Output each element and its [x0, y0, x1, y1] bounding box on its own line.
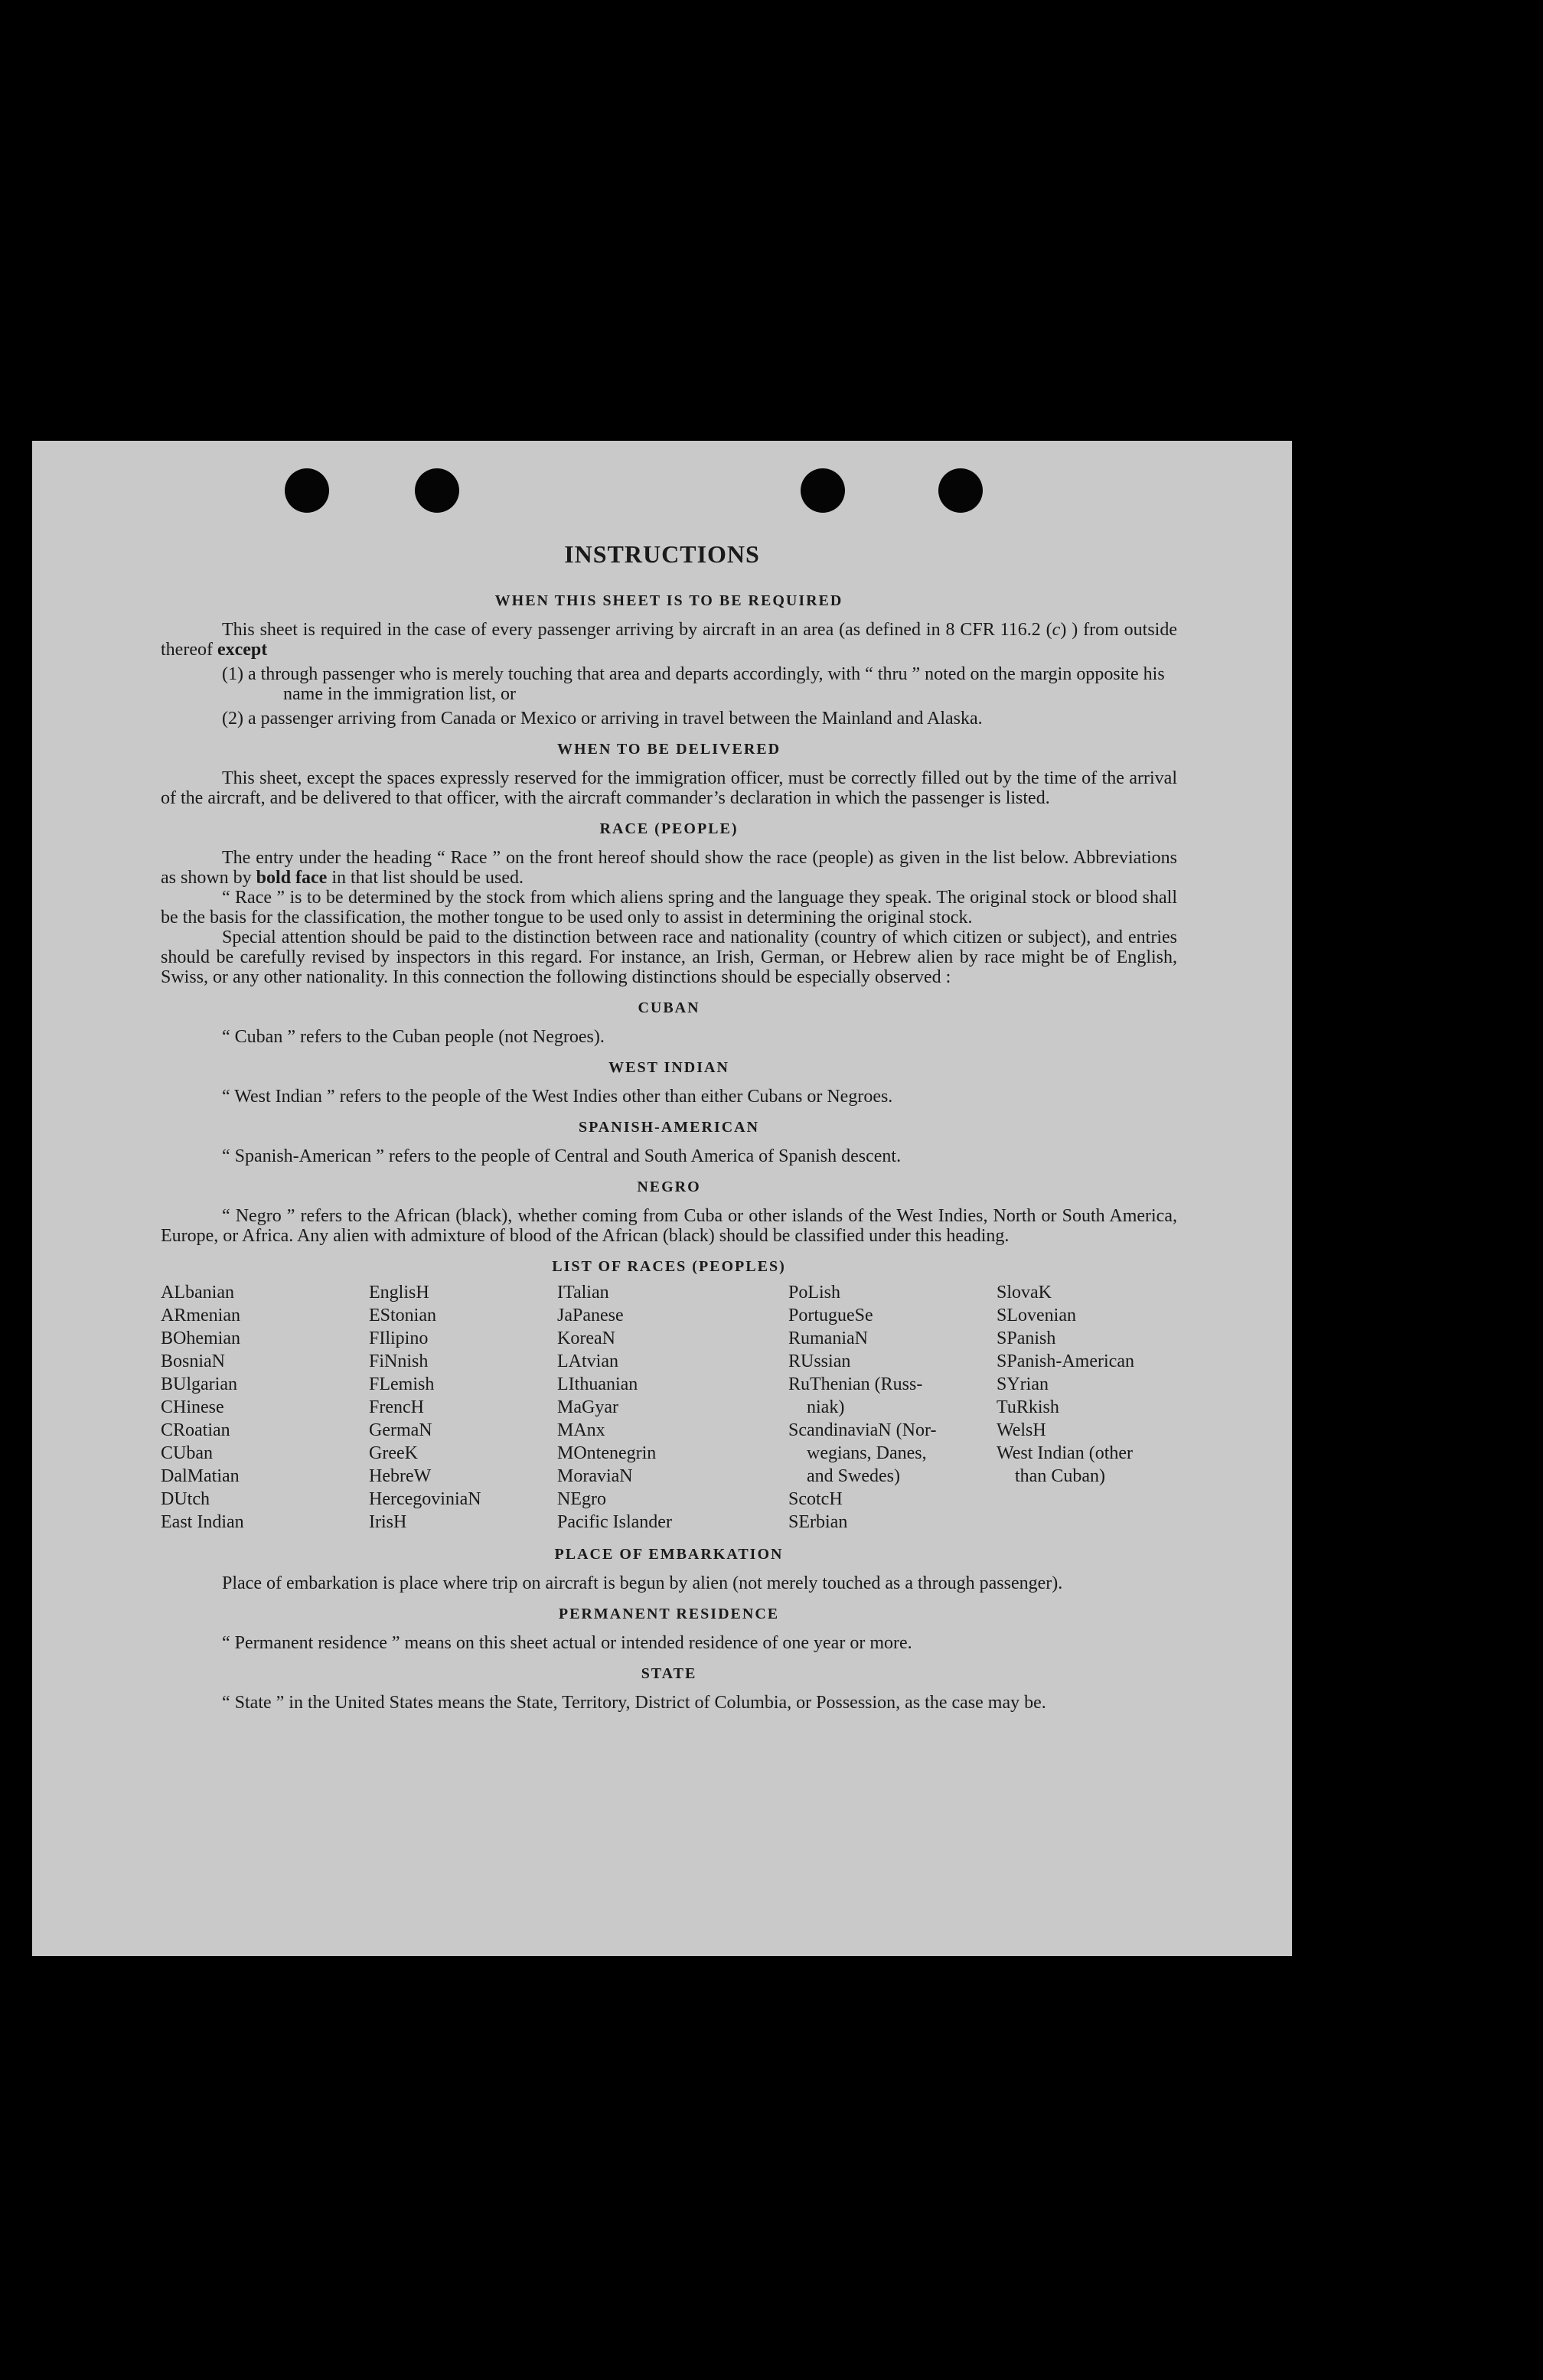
when-delivered-text: This sheet, except the spaces expressly reserved for the immigration officer, must be correctly filled out by the time of the arrival of the aircraft, and be delivered to that officer, with the aircraft commander’s declaration in which the passenger is listed.: [161, 768, 1177, 808]
race-paragraph-2: “ Race ” is to be determined by the stock from which aliens spring and the language they speak. The original stock or blood shall be the basis for the classification, the mother tongue to be used only to assist in determining the original stock.: [161, 888, 1177, 928]
race-column-5: [997, 1281, 1188, 1534]
race-entry: LIthuanian: [557, 1374, 638, 1394]
race-entry: EStonian: [369, 1306, 436, 1325]
race-entry: ALbanian: [161, 1283, 234, 1302]
race-entry: FrencH: [369, 1397, 424, 1417]
race-entry: ITalian: [557, 1283, 609, 1302]
exception-item-2: (2) a passenger arriving from Canada or Mexico or arriving in travel between the Mainland and Alaska.: [222, 709, 983, 729]
race-entry: HebreW: [369, 1466, 432, 1486]
race-entry: MAnx: [557, 1420, 605, 1440]
race-entry: GermaN: [369, 1420, 432, 1440]
race-column-4: [788, 1281, 997, 1534]
race-entry: SErbian: [788, 1512, 848, 1532]
race-paragraph-1: [161, 848, 1177, 888]
heading-when-required: WHEN THIS SHEET IS TO BE REQUIRED: [494, 592, 843, 609]
heading-negro: NEGRO: [637, 1179, 701, 1195]
spanish-american-text: “ Spanish-American ” refers to the people of Central and South America of Spanish descent.: [222, 1146, 902, 1166]
race-entry: DUtch: [161, 1489, 210, 1509]
race-p1-bold: bold face: [256, 868, 328, 888]
residence-text: “ Permanent residence ” means on this sheet actual or intended residence of one year or more.: [222, 1633, 912, 1653]
heading-when-delivered: WHEN TO BE DELIVERED: [556, 741, 781, 758]
race-entry: ScotcH: [788, 1489, 843, 1509]
intro-c: c: [1052, 620, 1061, 640]
instruction-sheet: [32, 441, 1292, 1956]
race-entry: DalMatian: [161, 1466, 240, 1486]
race-paragraph-3: Special attention should be paid to the distinction between race and nationality (country of which citizen or subject), and entries should be carefully revised by inspectors in this regard. For instance, an Irish, German, or Hebrew alien by race might be of English, Swiss, or any other nationality. In this connection the following distinctions should be especially observed :: [161, 928, 1177, 987]
race-entry: WelsH: [997, 1420, 1046, 1440]
intro-except: except: [217, 640, 268, 660]
race-entry: RUssian: [788, 1351, 851, 1371]
race-entry: and Swedes): [807, 1466, 900, 1486]
race-entry: GreeK: [369, 1443, 418, 1463]
race-p1-text-2: in that list should be used.: [327, 868, 524, 888]
race-entry: SLovenian: [997, 1306, 1076, 1325]
intro-text: This sheet is required in the case of every passenger arriving by aircraft in an area (as defined in 8 CFR 116.2 (: [222, 620, 1052, 640]
punch-hole: [801, 468, 845, 513]
race-p1-text: The entry under the heading “ Race ” on the front hereof should show the race (people) as given in the list below. Abbreviations as shown by: [161, 848, 1177, 888]
intro-text-2: ) ) from outside thereof: [161, 620, 1177, 660]
race-entry: TuRkish: [997, 1397, 1059, 1417]
heading-permanent-residence: PERMANENT RESIDENCE: [558, 1606, 780, 1622]
when-required-intro: [161, 620, 1177, 660]
race-entry: JaPanese: [557, 1306, 624, 1325]
instructions-body: [161, 580, 1177, 1713]
race-entry: niak): [807, 1397, 845, 1417]
race-entry: HercegoviniaN: [369, 1489, 481, 1509]
race-entry: Pacific Islander: [557, 1512, 672, 1532]
cuban-text: “ Cuban ” refers to the Cuban people (not Negroes).: [222, 1027, 605, 1047]
race-entry: CUban: [161, 1443, 213, 1463]
race-entry: East Indian: [161, 1512, 244, 1532]
race-entry: BUlgarian: [161, 1374, 237, 1394]
race-entry: RumaniaN: [788, 1329, 868, 1348]
race-entry: SPanish-American: [997, 1351, 1134, 1371]
race-entry: than Cuban): [1015, 1466, 1105, 1486]
race-entry: LAtvian: [557, 1351, 618, 1371]
race-entry: FLemish: [369, 1374, 435, 1394]
heading-cuban: CUBAN: [638, 999, 700, 1016]
heading-west-indian: WEST INDIAN: [608, 1059, 729, 1076]
race-entry: FiNnish: [369, 1351, 429, 1371]
race-entry: ARmenian: [161, 1306, 240, 1325]
exception-item-1: (1) a through passenger who is merely touching that area and departs accordingly, with “ thru ” noted on the margin opposite his name in the immigration list, or: [222, 664, 1165, 704]
race-entry: PoLish: [788, 1283, 841, 1302]
race-entry: wegians, Danes,: [807, 1443, 927, 1463]
race-entry: SlovaK: [997, 1283, 1052, 1302]
embarkation-text: Place of embarkation is place where trip on aircraft is begun by alien (not merely touched as a through passenger).: [222, 1573, 1063, 1593]
heading-state: STATE: [641, 1665, 697, 1682]
race-entry: SYrian: [997, 1374, 1049, 1394]
page-title: INSTRUCTIONS: [564, 540, 760, 568]
heading-embarkation: PLACE OF EMBARKATION: [554, 1546, 784, 1563]
heading-list-of-races: LIST OF RACES (PEOPLES): [552, 1258, 786, 1275]
state-text: “ State ” in the United States means the State, Territory, District of Columbia, or Possession, as the case may be.: [222, 1693, 1046, 1713]
punch-hole: [285, 468, 329, 513]
race-entry: West Indian (other: [997, 1443, 1134, 1463]
heading-race: RACE (PEOPLE): [599, 820, 739, 837]
race-entry: MOntenegrin: [557, 1443, 657, 1463]
race-entry: SPanish: [997, 1329, 1056, 1348]
race-entry: CHinese: [161, 1397, 224, 1417]
race-entry: FIlipino: [369, 1329, 429, 1348]
race-entry: KoreaN: [557, 1329, 615, 1348]
punch-hole: [415, 468, 459, 513]
race-entry: ScandinaviaN (Nor-: [788, 1420, 937, 1440]
race-entry: PortugueSe: [788, 1306, 873, 1325]
punch-hole: [938, 468, 983, 513]
race-entry: IrisH: [369, 1512, 407, 1532]
race-column-3: [557, 1281, 788, 1534]
race-entry: CRoatian: [161, 1420, 230, 1440]
race-entry: BosniaN: [161, 1351, 225, 1371]
west-indian-text: “ West Indian ” refers to the people of the West Indies other than either Cubans or Negroes.: [222, 1087, 893, 1107]
race-entry: NEgro: [557, 1489, 606, 1509]
race-entry: MoraviaN: [557, 1466, 633, 1486]
race-entry: MaGyar: [557, 1397, 618, 1417]
race-entry: BOhemian: [161, 1329, 240, 1348]
race-entry: RuThenian (Russ-: [788, 1374, 923, 1394]
race-column-2: [369, 1281, 557, 1534]
race-list: [161, 1281, 1177, 1534]
heading-spanish-american: SPANISH-AMERICAN: [578, 1119, 760, 1136]
race-column-1: [161, 1281, 369, 1534]
race-entry: EnglisH: [369, 1283, 429, 1302]
negro-text: “ Negro ” refers to the African (black), whether coming from Cuba or other islands of the West Indies, North or South America, Europe, or Africa. Any alien with admixture of blood of the African (black) should be classified under this heading.: [161, 1206, 1177, 1246]
